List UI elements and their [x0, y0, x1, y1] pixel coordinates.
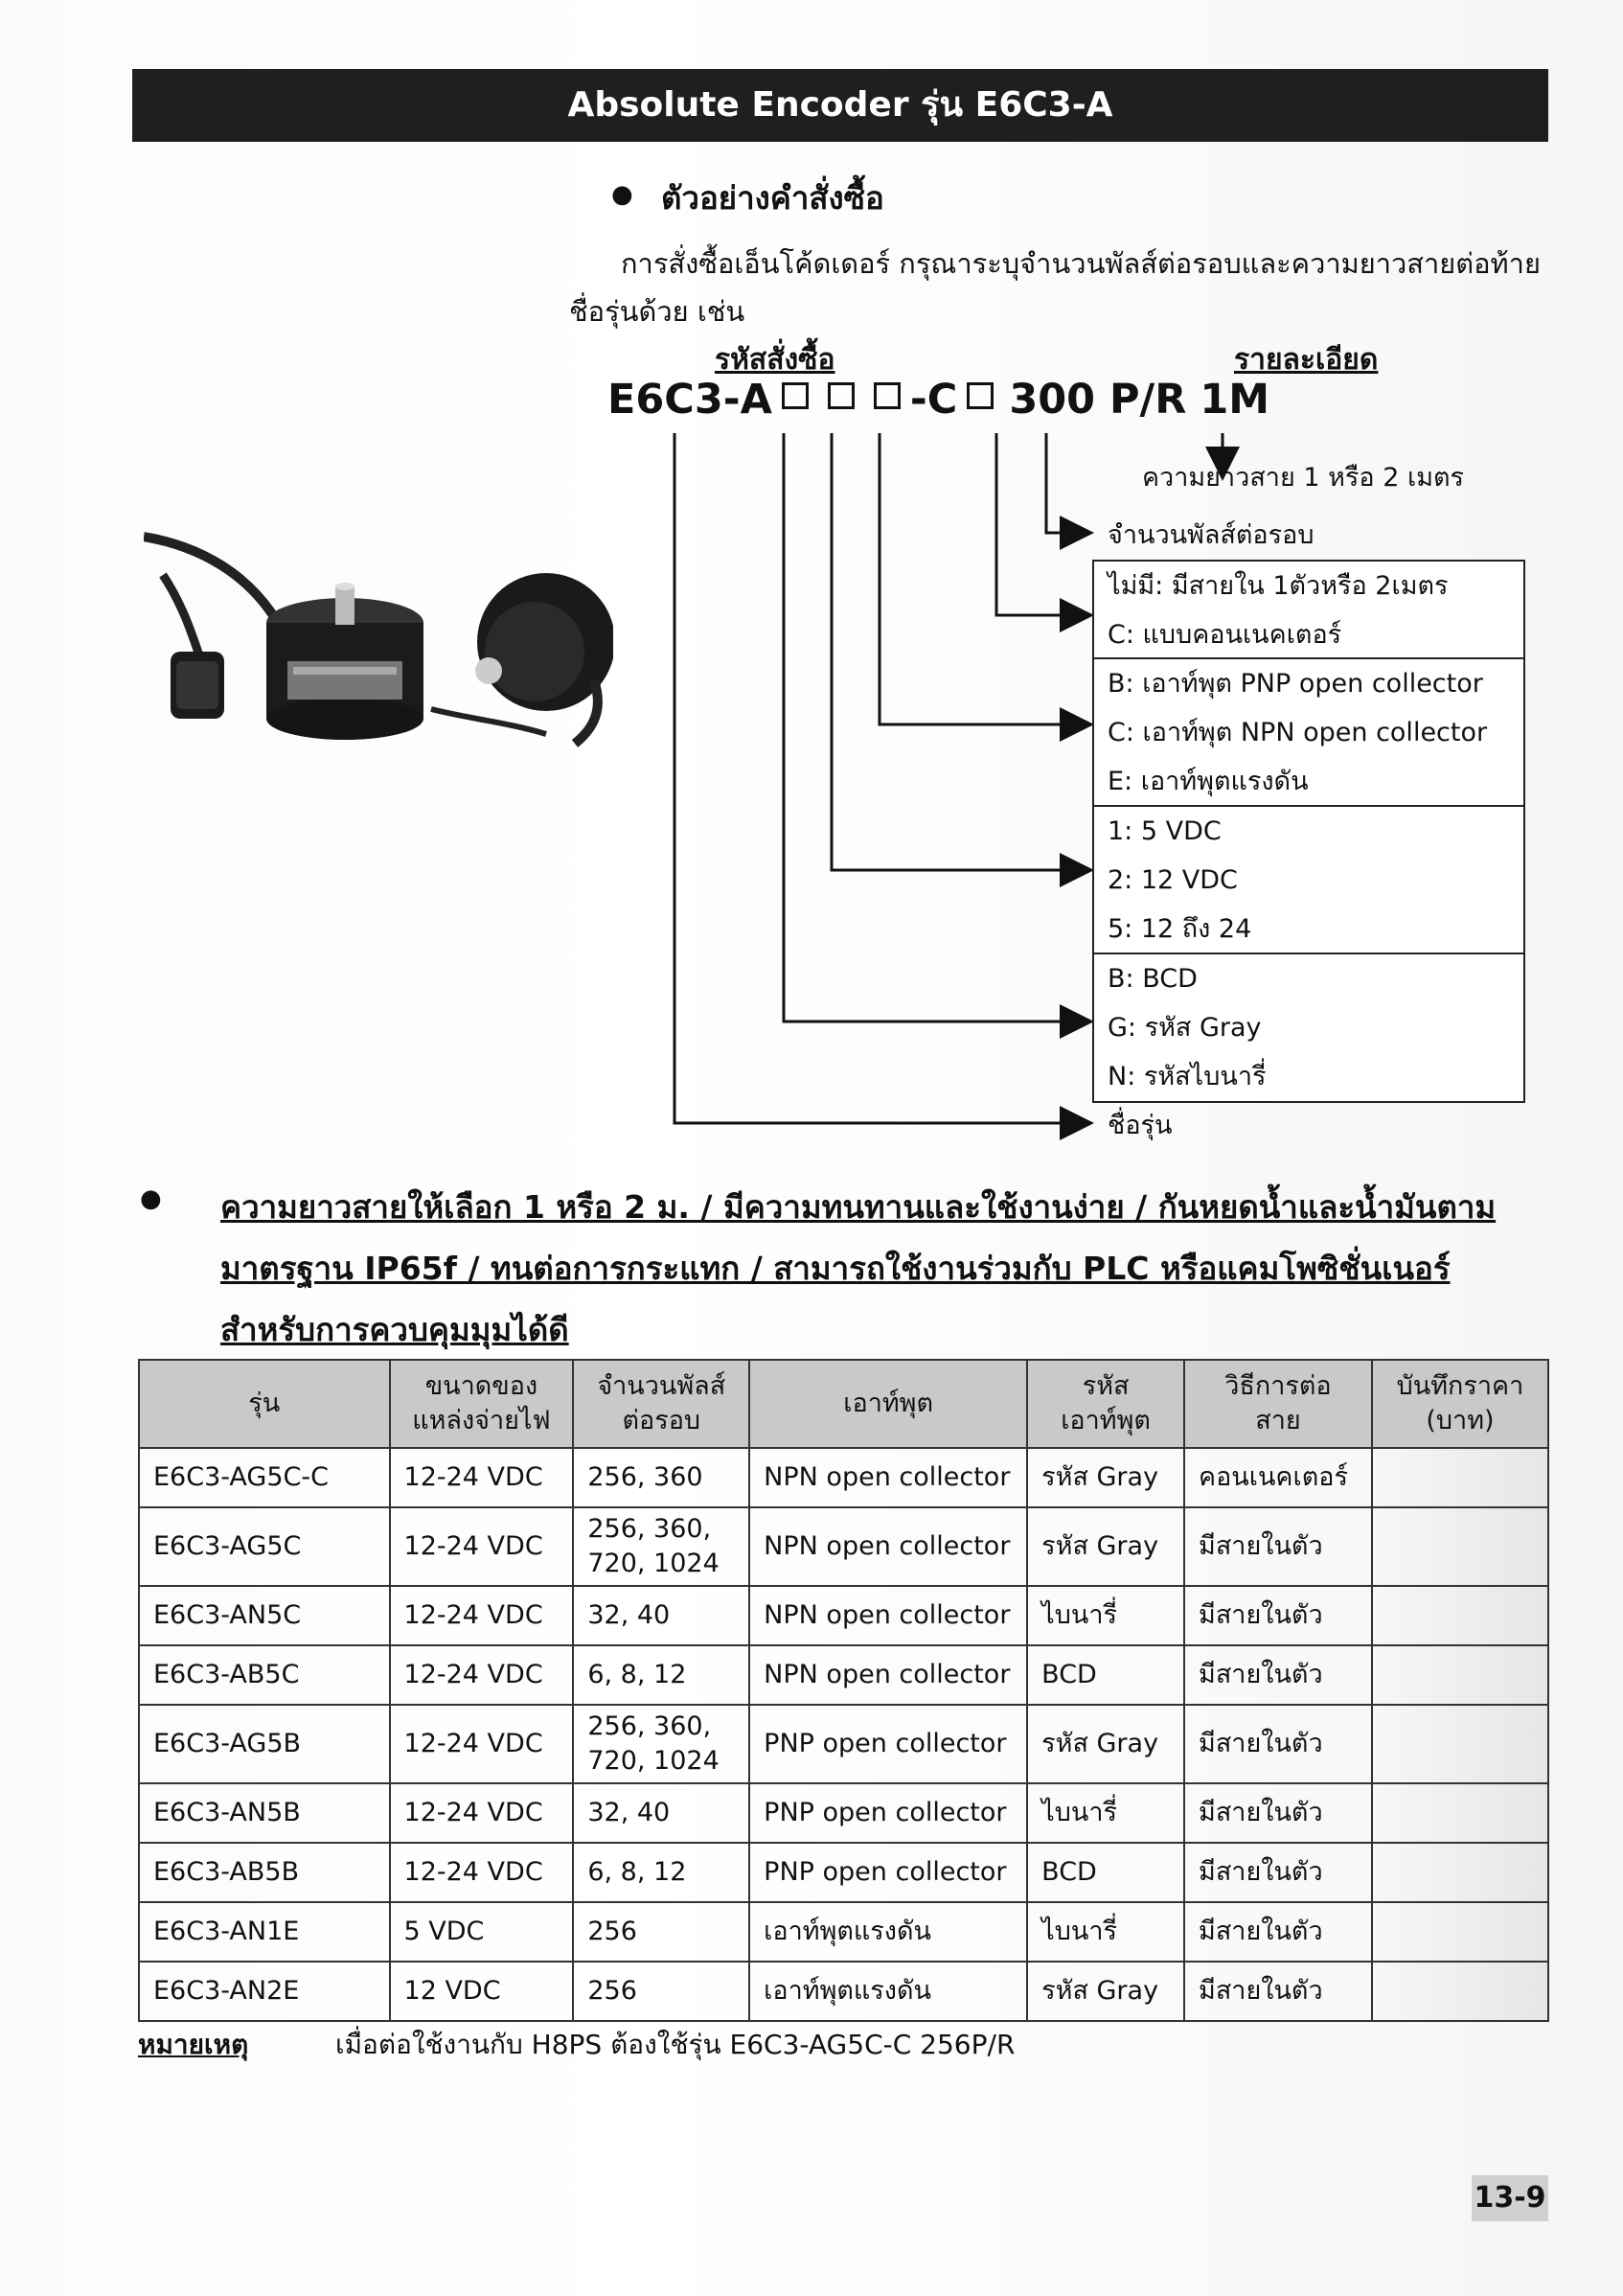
order-description-line-1: การสั่งซื้อเอ็นโค้ดเดอร์ กรุณาระบุจำนวนพัลส์ต่อรอบและความยาวสายต่อท้าย: [621, 247, 1541, 280]
cell-output: NPN open collector: [749, 1586, 1027, 1645]
code-mid: -C: [909, 376, 958, 424]
table-row: [139, 1783, 1548, 1843]
cell-supply: 12 VDC: [390, 1962, 574, 2021]
cell-wiring: มีสายในตัว: [1184, 1507, 1372, 1586]
cell-wiring: มีสายในตัว: [1184, 1902, 1372, 1962]
features-list: [220, 1177, 1523, 1361]
cell-price: [1372, 1448, 1548, 1507]
page-title: Absolute Encoder รุ่น E6C3-A: [132, 69, 1548, 142]
cell-wiring: มีสายในตัว: [1184, 1586, 1372, 1645]
table-row: [139, 1586, 1548, 1645]
order-example-heading: ตัวอย่างคำสั่งซื้อ: [661, 179, 884, 217]
cell-output: PNP open collector: [749, 1705, 1027, 1783]
option-line: C: เอาท์พุต NPN open collector: [1108, 718, 1488, 747]
cell-pulses: 256: [573, 1962, 749, 2021]
option-line: G: รหัส Gray: [1108, 1013, 1262, 1043]
pulses-label: จำนวนพัลส์ต่อรอบ: [1108, 520, 1314, 550]
cell-pulses: 256, 360, 720, 1024: [573, 1705, 749, 1783]
header-wiring: วิธีการต่อ สาย: [1184, 1360, 1372, 1448]
cell-price: [1372, 1705, 1548, 1783]
option-line: B: เอาท์พุต PNP open collector: [1108, 669, 1483, 699]
cell-pulses: 6, 8, 12: [573, 1645, 749, 1705]
table-row: [139, 1448, 1548, 1507]
cell-output: NPN open collector: [749, 1448, 1027, 1507]
cell-code: ไบนารี่: [1027, 1586, 1184, 1645]
cell-wiring: มีสายในตัว: [1184, 1962, 1372, 2021]
cell-supply: 12-24 VDC: [390, 1448, 574, 1507]
cell-price: [1372, 1843, 1548, 1902]
bullet-icon: ●: [611, 180, 633, 209]
cell-supply: 12-24 VDC: [390, 1783, 574, 1843]
encoder-product-photo: [144, 517, 613, 747]
cell-wiring: คอนเนคเตอร์: [1184, 1448, 1372, 1507]
option-line: ไม่มี: มีสายใน 1ตัวหรือ 2เมตร: [1108, 571, 1449, 601]
voltage-options: [1092, 805, 1525, 955]
header-price: บันทึกราคา (บาท): [1372, 1360, 1548, 1448]
cell-wiring: มีสายในตัว: [1184, 1843, 1372, 1902]
cell-model: E6C3-AN5C: [139, 1586, 390, 1645]
cell-code: BCD: [1027, 1645, 1184, 1705]
cell-supply: 12-24 VDC: [390, 1586, 574, 1645]
cell-wiring: มีสายในตัว: [1184, 1783, 1372, 1843]
connection-options: [1092, 560, 1525, 661]
option-line: 2: 12 VDC: [1108, 865, 1238, 895]
cell-price: [1372, 1783, 1548, 1843]
table-header-row: [139, 1360, 1548, 1448]
cell-price: [1372, 1962, 1548, 2021]
cell-pulses: 256: [573, 1902, 749, 1962]
cell-model: E6C3-AB5C: [139, 1645, 390, 1705]
table-row: [139, 1843, 1548, 1902]
feature-line: สำหรับการควบคุมมุมได้ดี: [220, 1311, 569, 1348]
cell-model: E6C3-AB5B: [139, 1843, 390, 1902]
page-number: 13-9: [1472, 2175, 1548, 2221]
cell-wiring: มีสายในตัว: [1184, 1705, 1372, 1783]
cell-output: NPN open collector: [749, 1645, 1027, 1705]
feature-line: มาตรฐาน IP65f / ทนต่อการกระแทก / สามารถใช้งานร่วมกับ PLC หรือแคมโพซิชั่นเนอร์: [220, 1250, 1451, 1287]
cell-supply: 12-24 VDC: [390, 1705, 574, 1783]
table-row: [139, 1962, 1548, 2021]
cell-model: E6C3-AG5C-C: [139, 1448, 390, 1507]
cell-code: รหัส Gray: [1027, 1448, 1184, 1507]
bullet-icon: ●: [140, 1184, 162, 1213]
cell-pulses: 256, 360: [573, 1448, 749, 1507]
cell-output: PNP open collector: [749, 1843, 1027, 1902]
cell-price: [1372, 1902, 1548, 1962]
note-label: หมายเหตุ: [138, 2029, 249, 2060]
cell-code: รหัส Gray: [1027, 1507, 1184, 1586]
header-supply: ขนาดของ แหล่งจ่ายไฟ: [390, 1360, 574, 1448]
cell-output: NPN open collector: [749, 1507, 1027, 1586]
cell-code: ไบนารี่: [1027, 1902, 1184, 1962]
cell-pulses: 256, 360, 720, 1024: [573, 1507, 749, 1586]
cell-pulses: 32, 40: [573, 1783, 749, 1843]
header-pulses: จำนวนพัลส์ ต่อรอบ: [573, 1360, 749, 1448]
cell-code: ไบนารี่: [1027, 1783, 1184, 1843]
cell-model: E6C3-AG5C: [139, 1507, 390, 1586]
cell-model: E6C3-AN2E: [139, 1962, 390, 2021]
cell-model: E6C3-AN1E: [139, 1902, 390, 1962]
cell-wiring: มีสายในตัว: [1184, 1645, 1372, 1705]
option-line: 1: 5 VDC: [1108, 816, 1222, 846]
order-code-label: รหัสสั่งซื้อ: [715, 343, 835, 377]
option-line: B: BCD: [1108, 964, 1198, 994]
option-line: C: แบบคอนเนคเตอร์: [1108, 620, 1342, 650]
cell-code: รหัส Gray: [1027, 1962, 1184, 2021]
cell-supply: 5 VDC: [390, 1902, 574, 1962]
header-code: รหัส เอาท์พุต: [1027, 1360, 1184, 1448]
cable-length-label: ความยาวสาย 1 หรือ 2 เมตร: [1142, 463, 1465, 493]
table-row: [139, 1645, 1548, 1705]
cell-output: เอาท์พุตแรงดัน: [749, 1902, 1027, 1962]
feature-line: ความยาวสายให้เลือก 1 หรือ 2 ม. / มีความทนทานและใช้งานง่าย / กันหยดน้ำและน้ำมันตาม: [220, 1188, 1497, 1226]
code-pulses: 300 P/R: [1009, 376, 1187, 424]
cell-price: [1372, 1586, 1548, 1645]
cell-pulses: 32, 40: [573, 1586, 749, 1645]
spec-table: [138, 1359, 1549, 2022]
table-row: [139, 1507, 1548, 1586]
cell-pulses: 6, 8, 12: [573, 1843, 749, 1902]
cell-supply: 12-24 VDC: [390, 1507, 574, 1586]
cell-code: BCD: [1027, 1843, 1184, 1902]
cell-output: PNP open collector: [749, 1783, 1027, 1843]
cell-supply: 12-24 VDC: [390, 1645, 574, 1705]
option-line: E: เอาท์พุตแรงดัน: [1108, 767, 1309, 796]
cell-model: E6C3-AG5B: [139, 1705, 390, 1783]
note-text: เมื่อต่อใช้งานกับ H8PS ต้องใช้รุ่น E6C3-AG5C-C 256P/R: [335, 2029, 1016, 2060]
code-length: 1M: [1200, 376, 1270, 424]
header-model: รุ่น: [139, 1360, 390, 1448]
cell-supply: 12-24 VDC: [390, 1843, 574, 1902]
cell-code: รหัส Gray: [1027, 1705, 1184, 1783]
table-row: [139, 1902, 1548, 1962]
option-line: 5: 12 ถึง 24: [1108, 914, 1252, 944]
option-line: N: รหัสไบนารี่: [1108, 1062, 1267, 1091]
cell-model: E6C3-AN5B: [139, 1783, 390, 1843]
code-prefix: E6C3-A: [607, 376, 772, 424]
order-description-line-2: ชื่อรุ่นด้วย เช่น: [569, 295, 745, 328]
cell-output: เอาท์พุตแรงดัน: [749, 1962, 1027, 2021]
model-label: ชื่อรุ่น: [1108, 1111, 1173, 1140]
table-row: [139, 1705, 1548, 1783]
output-options: [1092, 657, 1525, 808]
cell-price: [1372, 1507, 1548, 1586]
cell-price: [1372, 1645, 1548, 1705]
code-options: [1092, 953, 1525, 1103]
detail-label: รายละเอียด: [1234, 343, 1379, 377]
header-output: เอาท์พุต: [749, 1360, 1027, 1448]
